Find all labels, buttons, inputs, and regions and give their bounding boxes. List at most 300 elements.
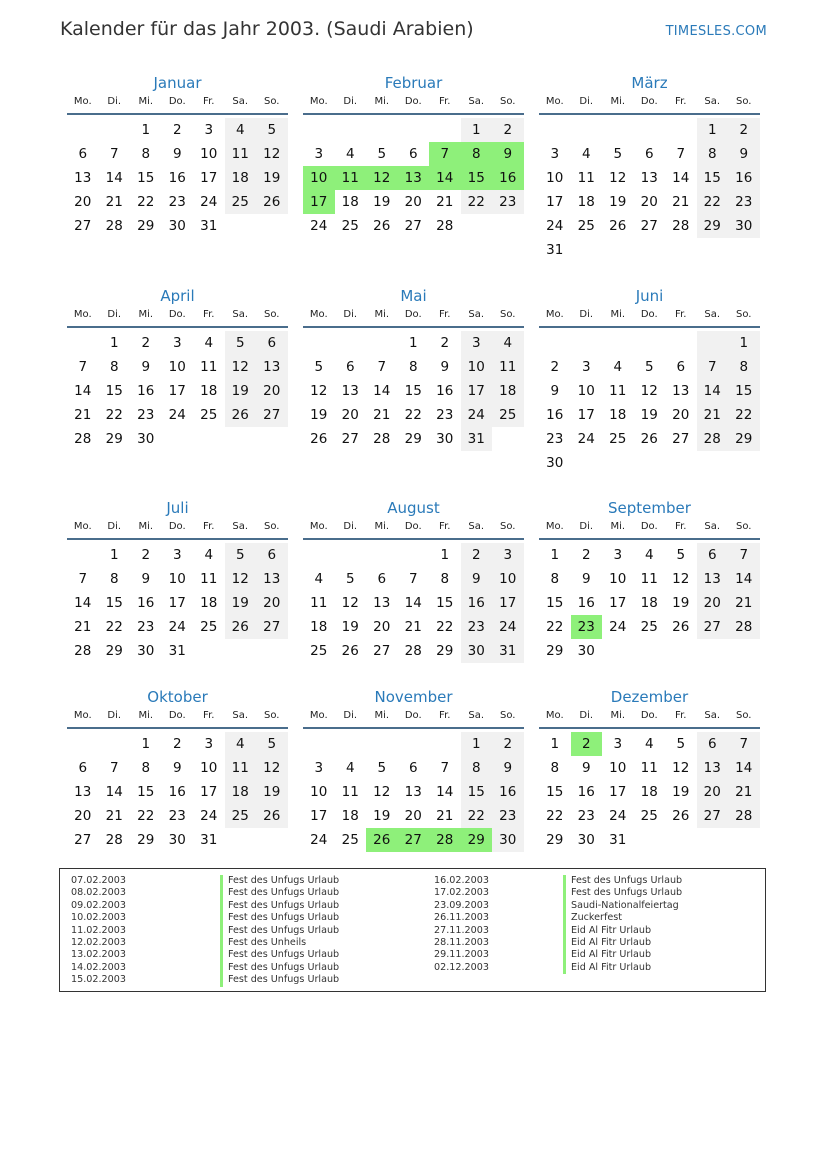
day-cell[interactable]: 11 xyxy=(492,355,524,379)
day-cell[interactable]: 9 xyxy=(172,146,182,162)
day-cell[interactable]: 22 xyxy=(461,804,493,828)
day-cell[interactable]: 17 xyxy=(461,379,493,403)
day-cell[interactable]: 18 xyxy=(640,784,658,800)
day-cell[interactable]: 7 xyxy=(377,359,387,375)
day-cell[interactable]: 29 xyxy=(404,431,422,447)
day-cell[interactable]: 31 xyxy=(546,242,564,258)
day-cell[interactable]: 18 xyxy=(492,379,524,403)
day-cell[interactable]: 4 xyxy=(644,736,654,752)
day-cell[interactable]: 7 xyxy=(78,359,88,375)
day-cell[interactable]: 7 xyxy=(408,571,418,587)
day-cell[interactable]: 8 xyxy=(550,571,560,587)
day-cell[interactable]: 6 xyxy=(256,331,288,355)
day-cell[interactable]: 3 xyxy=(204,736,214,752)
day-cell[interactable]: 5 xyxy=(345,571,355,587)
day-cell[interactable]: 19 xyxy=(373,808,391,824)
day-cell[interactable]: 28 xyxy=(105,832,123,848)
day-cell[interactable]: 12 xyxy=(341,595,359,611)
day-cell[interactable]: 2 xyxy=(172,122,182,138)
day-cell[interactable]: 23 xyxy=(571,615,603,639)
day-cell[interactable]: 7 xyxy=(78,571,88,587)
day-cell[interactable]: 15 xyxy=(137,170,155,186)
day-cell[interactable]: 2 xyxy=(172,736,182,752)
day-cell[interactable]: 17 xyxy=(200,784,218,800)
day-cell[interactable]: 15 xyxy=(728,379,760,403)
day-cell[interactable]: 25 xyxy=(640,619,658,635)
day-cell[interactable]: 19 xyxy=(225,379,257,403)
day-cell[interactable]: 17 xyxy=(492,591,524,615)
day-cell[interactable]: 22 xyxy=(137,808,155,824)
day-cell[interactable]: 25 xyxy=(640,808,658,824)
day-cell[interactable]: 6 xyxy=(377,571,387,587)
day-cell[interactable]: 30 xyxy=(137,643,155,659)
day-cell[interactable]: 1 xyxy=(550,736,560,752)
day-cell[interactable]: 5 xyxy=(676,736,686,752)
day-cell[interactable]: 20 xyxy=(256,591,288,615)
day-cell[interactable]: 16 xyxy=(577,784,595,800)
day-cell[interactable]: 12 xyxy=(672,571,690,587)
day-cell[interactable]: 14 xyxy=(728,756,760,780)
day-cell[interactable]: 12 xyxy=(256,756,288,780)
day-cell[interactable]: 24 xyxy=(310,832,328,848)
day-cell[interactable]: 19 xyxy=(672,595,690,611)
day-cell[interactable]: 25 xyxy=(200,619,218,635)
day-cell[interactable]: 18 xyxy=(640,595,658,611)
day-cell[interactable]: 17 xyxy=(168,383,186,399)
day-cell[interactable]: 1 xyxy=(109,547,119,563)
day-cell[interactable]: 28 xyxy=(373,431,391,447)
day-cell[interactable]: 27 xyxy=(256,403,288,427)
day-cell[interactable]: 6 xyxy=(697,543,729,567)
day-cell[interactable]: 9 xyxy=(492,756,524,780)
day-cell[interactable]: 20 xyxy=(373,619,391,635)
day-cell[interactable]: 30 xyxy=(728,214,760,238)
day-cell[interactable]: 19 xyxy=(256,780,288,804)
day-cell[interactable]: 7 xyxy=(676,146,686,162)
day-cell[interactable]: 9 xyxy=(581,760,591,776)
day-cell[interactable]: 4 xyxy=(225,732,257,756)
day-cell[interactable]: 24 xyxy=(461,403,493,427)
day-cell[interactable]: 27 xyxy=(672,431,690,447)
day-cell[interactable]: 16 xyxy=(492,780,524,804)
day-cell[interactable]: 26 xyxy=(341,643,359,659)
day-cell[interactable]: 2 xyxy=(728,118,760,142)
day-cell[interactable]: 23 xyxy=(492,190,524,214)
day-cell[interactable]: 26 xyxy=(609,218,627,234)
day-cell[interactable]: 4 xyxy=(204,335,214,351)
day-cell[interactable]: 24 xyxy=(609,619,627,635)
day-cell[interactable]: 11 xyxy=(200,359,218,375)
day-cell[interactable]: 1 xyxy=(408,335,418,351)
day-cell[interactable]: 7 xyxy=(728,732,760,756)
day-cell[interactable]: 15 xyxy=(436,595,454,611)
day-cell[interactable]: 10 xyxy=(492,567,524,591)
day-cell[interactable]: 27 xyxy=(398,828,430,852)
day-cell[interactable]: 28 xyxy=(429,828,461,852)
day-cell[interactable]: 20 xyxy=(640,194,658,210)
day-cell[interactable]: 19 xyxy=(672,784,690,800)
day-cell[interactable]: 6 xyxy=(676,359,686,375)
day-cell[interactable]: 10 xyxy=(303,166,335,190)
day-cell[interactable]: 30 xyxy=(168,218,186,234)
day-cell[interactable]: 23 xyxy=(137,407,155,423)
day-cell[interactable]: 1 xyxy=(109,335,119,351)
day-cell[interactable]: 28 xyxy=(672,218,690,234)
day-cell[interactable]: 15 xyxy=(461,780,493,804)
day-cell[interactable]: 3 xyxy=(492,543,524,567)
day-cell[interactable]: 25 xyxy=(341,832,359,848)
day-cell[interactable]: 15 xyxy=(697,166,729,190)
day-cell[interactable]: 23 xyxy=(546,431,564,447)
day-cell[interactable]: 16 xyxy=(168,784,186,800)
day-cell[interactable]: 9 xyxy=(461,567,493,591)
day-cell[interactable]: 3 xyxy=(204,122,214,138)
day-cell[interactable]: 1 xyxy=(461,732,493,756)
day-cell[interactable]: 21 xyxy=(404,619,422,635)
day-cell[interactable]: 24 xyxy=(492,615,524,639)
day-cell[interactable]: 15 xyxy=(546,595,564,611)
day-cell[interactable]: 10 xyxy=(461,355,493,379)
day-cell[interactable]: 13 xyxy=(640,170,658,186)
day-cell[interactable]: 9 xyxy=(440,359,450,375)
day-cell[interactable]: 28 xyxy=(728,615,760,639)
day-cell[interactable]: 11 xyxy=(225,756,257,780)
brand-link[interactable]: TIMESLES.COM xyxy=(665,24,767,39)
day-cell[interactable]: 6 xyxy=(78,146,88,162)
day-cell[interactable]: 4 xyxy=(613,359,623,375)
day-cell[interactable]: 20 xyxy=(697,591,729,615)
day-cell[interactable]: 21 xyxy=(105,808,123,824)
day-cell[interactable]: 8 xyxy=(697,142,729,166)
day-cell[interactable]: 22 xyxy=(436,619,454,635)
day-cell[interactable]: 29 xyxy=(436,643,454,659)
day-cell[interactable]: 22 xyxy=(728,403,760,427)
day-cell[interactable]: 10 xyxy=(546,170,564,186)
day-cell[interactable]: 3 xyxy=(314,146,324,162)
day-cell[interactable]: 1 xyxy=(440,547,450,563)
day-cell[interactable]: 14 xyxy=(74,383,92,399)
day-cell[interactable]: 11 xyxy=(310,595,328,611)
day-cell[interactable]: 3 xyxy=(172,335,182,351)
day-cell[interactable]: 18 xyxy=(609,407,627,423)
day-cell[interactable]: 21 xyxy=(436,808,454,824)
day-cell[interactable]: 24 xyxy=(310,218,328,234)
day-cell[interactable]: 31 xyxy=(200,218,218,234)
day-cell[interactable]: 25 xyxy=(225,804,257,828)
day-cell[interactable]: 29 xyxy=(137,218,155,234)
day-cell[interactable]: 10 xyxy=(200,760,218,776)
day-cell[interactable]: 18 xyxy=(200,595,218,611)
day-cell[interactable]: 10 xyxy=(310,784,328,800)
day-cell[interactable]: 27 xyxy=(697,804,729,828)
day-cell[interactable]: 10 xyxy=(609,571,627,587)
day-cell[interactable]: 20 xyxy=(74,808,92,824)
day-cell[interactable]: 18 xyxy=(200,383,218,399)
day-cell[interactable]: 7 xyxy=(697,355,729,379)
day-cell[interactable]: 7 xyxy=(728,543,760,567)
day-cell[interactable]: 30 xyxy=(492,828,524,852)
day-cell[interactable]: 27 xyxy=(640,218,658,234)
day-cell[interactable]: 15 xyxy=(461,166,493,190)
day-cell[interactable]: 30 xyxy=(137,431,155,447)
day-cell[interactable]: 18 xyxy=(341,194,359,210)
day-cell[interactable]: 5 xyxy=(256,732,288,756)
day-cell[interactable]: 11 xyxy=(225,142,257,166)
day-cell[interactable]: 19 xyxy=(341,619,359,635)
day-cell[interactable]: 15 xyxy=(105,595,123,611)
day-cell[interactable]: 26 xyxy=(373,218,391,234)
day-cell[interactable]: 17 xyxy=(609,595,627,611)
day-cell[interactable]: 5 xyxy=(377,760,387,776)
day-cell[interactable]: 9 xyxy=(141,571,151,587)
day-cell[interactable]: 26 xyxy=(225,403,257,427)
day-cell[interactable]: 19 xyxy=(373,194,391,210)
day-cell[interactable]: 14 xyxy=(429,166,461,190)
day-cell[interactable]: 15 xyxy=(105,383,123,399)
day-cell[interactable]: 20 xyxy=(256,379,288,403)
day-cell[interactable]: 21 xyxy=(373,407,391,423)
day-cell[interactable]: 9 xyxy=(550,383,560,399)
day-cell[interactable]: 6 xyxy=(256,543,288,567)
day-cell[interactable]: 27 xyxy=(256,615,288,639)
day-cell[interactable]: 23 xyxy=(577,808,595,824)
day-cell[interactable]: 1 xyxy=(728,331,760,355)
day-cell[interactable]: 26 xyxy=(225,615,257,639)
day-cell[interactable]: 8 xyxy=(461,142,493,166)
day-cell[interactable]: 22 xyxy=(546,808,564,824)
day-cell[interactable]: 27 xyxy=(697,615,729,639)
day-cell[interactable]: 28 xyxy=(697,427,729,451)
day-cell[interactable]: 19 xyxy=(225,591,257,615)
day-cell[interactable]: 9 xyxy=(728,142,760,166)
day-cell[interactable]: 23 xyxy=(728,190,760,214)
day-cell[interactable]: 16 xyxy=(546,407,564,423)
day-cell[interactable]: 8 xyxy=(550,760,560,776)
day-cell[interactable]: 21 xyxy=(697,403,729,427)
day-cell[interactable]: 29 xyxy=(728,427,760,451)
day-cell[interactable]: 8 xyxy=(141,146,151,162)
day-cell[interactable]: 25 xyxy=(310,643,328,659)
day-cell[interactable]: 7 xyxy=(440,760,450,776)
day-cell[interactable]: 21 xyxy=(105,194,123,210)
day-cell[interactable]: 13 xyxy=(697,756,729,780)
day-cell[interactable]: 9 xyxy=(172,760,182,776)
day-cell[interactable]: 17 xyxy=(546,194,564,210)
day-cell[interactable]: 30 xyxy=(168,832,186,848)
day-cell[interactable]: 22 xyxy=(137,194,155,210)
day-cell[interactable]: 13 xyxy=(256,355,288,379)
day-cell[interactable]: 2 xyxy=(141,335,151,351)
day-cell[interactable]: 4 xyxy=(225,118,257,142)
day-cell[interactable]: 21 xyxy=(74,407,92,423)
day-cell[interactable]: 9 xyxy=(141,359,151,375)
day-cell[interactable]: 3 xyxy=(172,547,182,563)
day-cell[interactable]: 2 xyxy=(550,359,560,375)
day-cell[interactable]: 6 xyxy=(408,760,418,776)
day-cell[interactable]: 4 xyxy=(581,146,591,162)
day-cell[interactable]: 24 xyxy=(168,619,186,635)
day-cell[interactable]: 25 xyxy=(341,218,359,234)
day-cell[interactable]: 29 xyxy=(546,643,564,659)
day-cell[interactable]: 4 xyxy=(345,146,355,162)
day-cell[interactable]: 21 xyxy=(436,194,454,210)
day-cell[interactable]: 13 xyxy=(672,383,690,399)
day-cell[interactable]: 26 xyxy=(366,828,398,852)
day-cell[interactable]: 28 xyxy=(404,643,422,659)
day-cell[interactable]: 20 xyxy=(74,194,92,210)
day-cell[interactable]: 28 xyxy=(436,218,454,234)
day-cell[interactable]: 11 xyxy=(341,784,359,800)
day-cell[interactable]: 25 xyxy=(609,431,627,447)
day-cell[interactable]: 12 xyxy=(256,142,288,166)
day-cell[interactable]: 31 xyxy=(609,832,627,848)
day-cell[interactable]: 21 xyxy=(728,780,760,804)
day-cell[interactable]: 23 xyxy=(137,619,155,635)
day-cell[interactable]: 28 xyxy=(74,431,92,447)
day-cell[interactable]: 13 xyxy=(697,567,729,591)
day-cell[interactable]: 14 xyxy=(728,567,760,591)
day-cell[interactable]: 11 xyxy=(640,760,658,776)
day-cell[interactable]: 23 xyxy=(492,804,524,828)
day-cell[interactable]: 26 xyxy=(672,808,690,824)
day-cell[interactable]: 24 xyxy=(200,808,218,824)
day-cell[interactable]: 30 xyxy=(461,639,493,663)
day-cell[interactable]: 16 xyxy=(137,595,155,611)
day-cell[interactable]: 29 xyxy=(546,832,564,848)
day-cell[interactable]: 14 xyxy=(404,595,422,611)
day-cell[interactable]: 2 xyxy=(461,543,493,567)
day-cell[interactable]: 23 xyxy=(168,194,186,210)
day-cell[interactable]: 16 xyxy=(168,170,186,186)
day-cell[interactable]: 5 xyxy=(644,359,654,375)
day-cell[interactable]: 16 xyxy=(461,591,493,615)
day-cell[interactable]: 27 xyxy=(74,218,92,234)
day-cell[interactable]: 6 xyxy=(345,359,355,375)
day-cell[interactable]: 18 xyxy=(225,166,257,190)
day-cell[interactable]: 28 xyxy=(105,218,123,234)
day-cell[interactable]: 31 xyxy=(492,639,524,663)
day-cell[interactable]: 13 xyxy=(404,784,422,800)
day-cell[interactable]: 28 xyxy=(74,643,92,659)
day-cell[interactable]: 22 xyxy=(105,619,123,635)
day-cell[interactable]: 7 xyxy=(109,760,119,776)
day-cell[interactable]: 27 xyxy=(373,643,391,659)
day-cell[interactable]: 16 xyxy=(492,166,524,190)
day-cell[interactable]: 14 xyxy=(74,595,92,611)
day-cell[interactable]: 6 xyxy=(697,732,729,756)
day-cell[interactable]: 17 xyxy=(310,808,328,824)
day-cell[interactable]: 8 xyxy=(461,756,493,780)
day-cell[interactable]: 27 xyxy=(404,218,422,234)
day-cell[interactable]: 24 xyxy=(200,194,218,210)
day-cell[interactable]: 11 xyxy=(335,166,367,190)
day-cell[interactable]: 11 xyxy=(609,383,627,399)
day-cell[interactable]: 29 xyxy=(461,828,493,852)
day-cell[interactable]: 2 xyxy=(440,335,450,351)
day-cell[interactable]: 14 xyxy=(373,383,391,399)
day-cell[interactable]: 3 xyxy=(461,331,493,355)
day-cell[interactable]: 24 xyxy=(546,218,564,234)
day-cell[interactable]: 8 xyxy=(109,571,119,587)
day-cell[interactable]: 28 xyxy=(728,804,760,828)
day-cell[interactable]: 24 xyxy=(577,431,595,447)
day-cell[interactable]: 17 xyxy=(303,190,335,214)
day-cell[interactable]: 24 xyxy=(168,407,186,423)
day-cell[interactable]: 3 xyxy=(613,547,623,563)
day-cell[interactable]: 27 xyxy=(74,832,92,848)
day-cell[interactable]: 2 xyxy=(581,547,591,563)
day-cell[interactable]: 7 xyxy=(429,142,461,166)
day-cell[interactable]: 12 xyxy=(640,383,658,399)
day-cell[interactable]: 1 xyxy=(697,118,729,142)
day-cell[interactable]: 17 xyxy=(577,407,595,423)
day-cell[interactable]: 12 xyxy=(366,166,398,190)
day-cell[interactable]: 4 xyxy=(345,760,355,776)
day-cell[interactable]: 30 xyxy=(577,643,595,659)
day-cell[interactable]: 31 xyxy=(168,643,186,659)
day-cell[interactable]: 1 xyxy=(550,547,560,563)
day-cell[interactable]: 29 xyxy=(105,643,123,659)
day-cell[interactable]: 23 xyxy=(461,615,493,639)
day-cell[interactable]: 25 xyxy=(492,403,524,427)
day-cell[interactable]: 8 xyxy=(728,355,760,379)
day-cell[interactable]: 25 xyxy=(225,190,257,214)
day-cell[interactable]: 26 xyxy=(310,431,328,447)
day-cell[interactable]: 10 xyxy=(577,383,595,399)
day-cell[interactable]: 4 xyxy=(492,331,524,355)
day-cell[interactable]: 16 xyxy=(577,595,595,611)
day-cell[interactable]: 4 xyxy=(644,547,654,563)
day-cell[interactable]: 18 xyxy=(341,808,359,824)
day-cell[interactable]: 10 xyxy=(168,571,186,587)
day-cell[interactable]: 22 xyxy=(697,190,729,214)
day-cell[interactable]: 27 xyxy=(341,431,359,447)
day-cell[interactable]: 10 xyxy=(168,359,186,375)
day-cell[interactable]: 5 xyxy=(314,359,324,375)
day-cell[interactable]: 14 xyxy=(105,784,123,800)
day-cell[interactable]: 15 xyxy=(546,784,564,800)
day-cell[interactable]: 5 xyxy=(377,146,387,162)
day-cell[interactable]: 22 xyxy=(404,407,422,423)
day-cell[interactable]: 3 xyxy=(581,359,591,375)
day-cell[interactable]: 11 xyxy=(200,571,218,587)
day-cell[interactable]: 20 xyxy=(404,808,422,824)
day-cell[interactable]: 30 xyxy=(436,431,454,447)
day-cell[interactable]: 16 xyxy=(137,383,155,399)
day-cell[interactable]: 8 xyxy=(109,359,119,375)
day-cell[interactable]: 22 xyxy=(105,407,123,423)
day-cell[interactable]: 4 xyxy=(314,571,324,587)
day-cell[interactable]: 6 xyxy=(78,760,88,776)
day-cell[interactable]: 13 xyxy=(74,784,92,800)
day-cell[interactable]: 16 xyxy=(728,166,760,190)
day-cell[interactable]: 30 xyxy=(577,832,595,848)
day-cell[interactable]: 1 xyxy=(141,122,151,138)
day-cell[interactable]: 31 xyxy=(200,832,218,848)
day-cell[interactable]: 1 xyxy=(141,736,151,752)
day-cell[interactable]: 8 xyxy=(440,571,450,587)
day-cell[interactable]: 11 xyxy=(640,571,658,587)
day-cell[interactable]: 12 xyxy=(310,383,328,399)
day-cell[interactable]: 5 xyxy=(225,543,257,567)
day-cell[interactable]: 5 xyxy=(225,331,257,355)
day-cell[interactable]: 21 xyxy=(672,194,690,210)
day-cell[interactable]: 29 xyxy=(105,431,123,447)
day-cell[interactable]: 26 xyxy=(672,619,690,635)
day-cell[interactable]: 15 xyxy=(137,784,155,800)
day-cell[interactable]: 10 xyxy=(609,760,627,776)
day-cell[interactable]: 23 xyxy=(436,407,454,423)
